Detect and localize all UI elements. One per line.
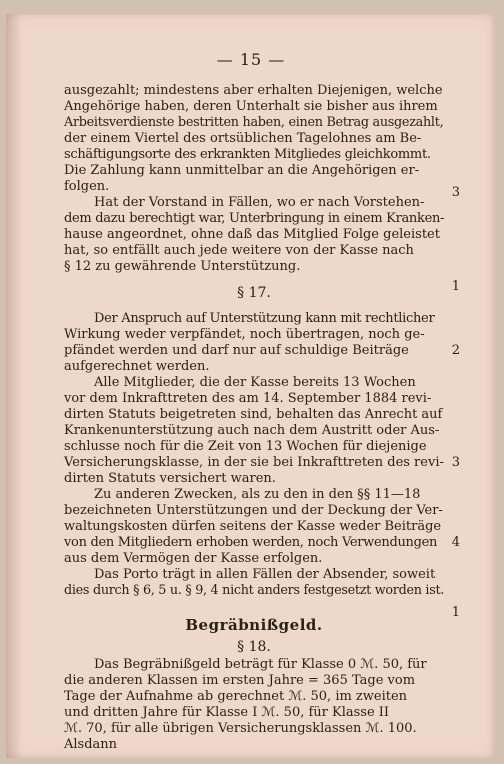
- text-line: Alsdann: [64, 737, 118, 752]
- text-line: Zu anderen Zwecken, als zu den in den §§ 11—18: [94, 487, 421, 502]
- text-line: Die Zahlung kann unmittelbar an die Angehörigen er-: [64, 163, 420, 178]
- text-line: § 12 zu gewährende Unterstützung.: [64, 259, 301, 274]
- text-line: dirten Statuts versichert waren.: [64, 471, 276, 486]
- margin-number: 4: [451, 535, 460, 550]
- text-line: Arbeitsverdienste bestritten haben, einen Betrag ausgezahlt,: [64, 115, 444, 130]
- text-line: Das Begräbnißgeld beträgt für Klasse 0 ℳ. 50, für: [94, 657, 427, 672]
- text-line: bezeichneten Unterstützungen und der Deckung der Ver-: [64, 503, 443, 518]
- text-line: Angehörige haben, deren Unterhalt sie bisher aus ihrem: [64, 99, 438, 114]
- text-line: schlusse noch für die Zeit von 13 Wochen für diejenige: [64, 439, 427, 454]
- text-line: Der Anspruch auf Unterstützung kann mit rechtlicher: [94, 311, 435, 326]
- page-spine-shadow: [6, 14, 22, 758]
- text-line: aus dem Vermögen der Kasse erfolgen.: [64, 551, 323, 566]
- text-line: aufgerechnet werden.: [64, 359, 210, 374]
- section-heading-18: § 18.: [237, 639, 271, 655]
- text-line: Wirkung weder verpfändet, noch übertragen, noch ge-: [64, 327, 425, 342]
- text-line: schäftigungsorte des erkrankten Mitgliedes gleichkommt.: [64, 147, 431, 162]
- text-line: dem dazu berechtigt war, Unterbringung in einem Kranken-: [64, 211, 445, 226]
- text-line: Versicherungsklasse, in der sie bei Inkrafttreten des revi-: [64, 455, 444, 470]
- text-line: pfändet werden und darf nur auf schuldige Beiträge: [64, 343, 409, 358]
- text-line: Das Porto trägt in allen Fällen der Absender, soweit: [94, 567, 436, 582]
- margin-number: 2: [451, 343, 460, 358]
- margin-number: 1: [451, 605, 460, 620]
- text-line: der einem Viertel des ortsüblichen Tagelohnes am Be-: [64, 131, 422, 146]
- text-line: die anderen Klassen im ersten Jahre = 365 Tage vom: [64, 673, 416, 688]
- text-line: folgen.: [64, 179, 110, 194]
- text-line: dies durch § 6, 5 u. § 9, 4 nicht anders festgesetzt worden ist.: [64, 583, 445, 598]
- text-line: Tage der Aufnahme ab gerechnet ℳ. 50, im zweiten: [64, 689, 408, 704]
- text-line: dirten Statuts beigetreten sind, behalten das Anrecht auf: [64, 407, 443, 422]
- page-number: — 15 —: [216, 50, 286, 69]
- text-line: von den Mitgliedern erhoben werden, noch Verwendungen: [64, 535, 438, 550]
- text-line: ausgezahlt; mindestens aber erhalten Diejenigen, welche: [64, 83, 443, 98]
- text-line: waltungskosten dürfen seitens der Kasse weder Beiträge: [64, 519, 442, 534]
- page-body: [64, 83, 444, 753]
- section-heading-17: § 17.: [237, 285, 271, 301]
- margin-number: 3: [451, 185, 460, 200]
- text-line: hat, so entfällt auch jede weitere von der Kasse nach: [64, 243, 414, 258]
- text-line: und dritten Jahre für Klasse I ℳ. 50, für Klasse II: [64, 705, 390, 720]
- heading-begraebnissgeld: Begräbnißgeld.: [185, 616, 323, 634]
- margin-number: 3: [451, 455, 460, 470]
- text-line: ℳ. 70, für alle übrigen Versicherungsklassen ℳ. 100.: [64, 721, 417, 736]
- text-line: Alle Mitglieder, die der Kasse bereits 13 Wochen: [94, 375, 416, 390]
- book-page: [6, 14, 496, 758]
- text-line: hause angeordnet, ohne daß das Mitglied Folge geleistet: [64, 227, 440, 242]
- text-line: vor dem Inkrafttreten des am 14. September 1884 revi-: [64, 391, 432, 406]
- text-line: Hat der Vorstand in Fällen, wo er nach Vorstehen-: [94, 195, 425, 210]
- margin-number: 1: [451, 279, 460, 294]
- text-line: Krankenunterstützung auch nach dem Austritt oder Aus-: [64, 423, 440, 438]
